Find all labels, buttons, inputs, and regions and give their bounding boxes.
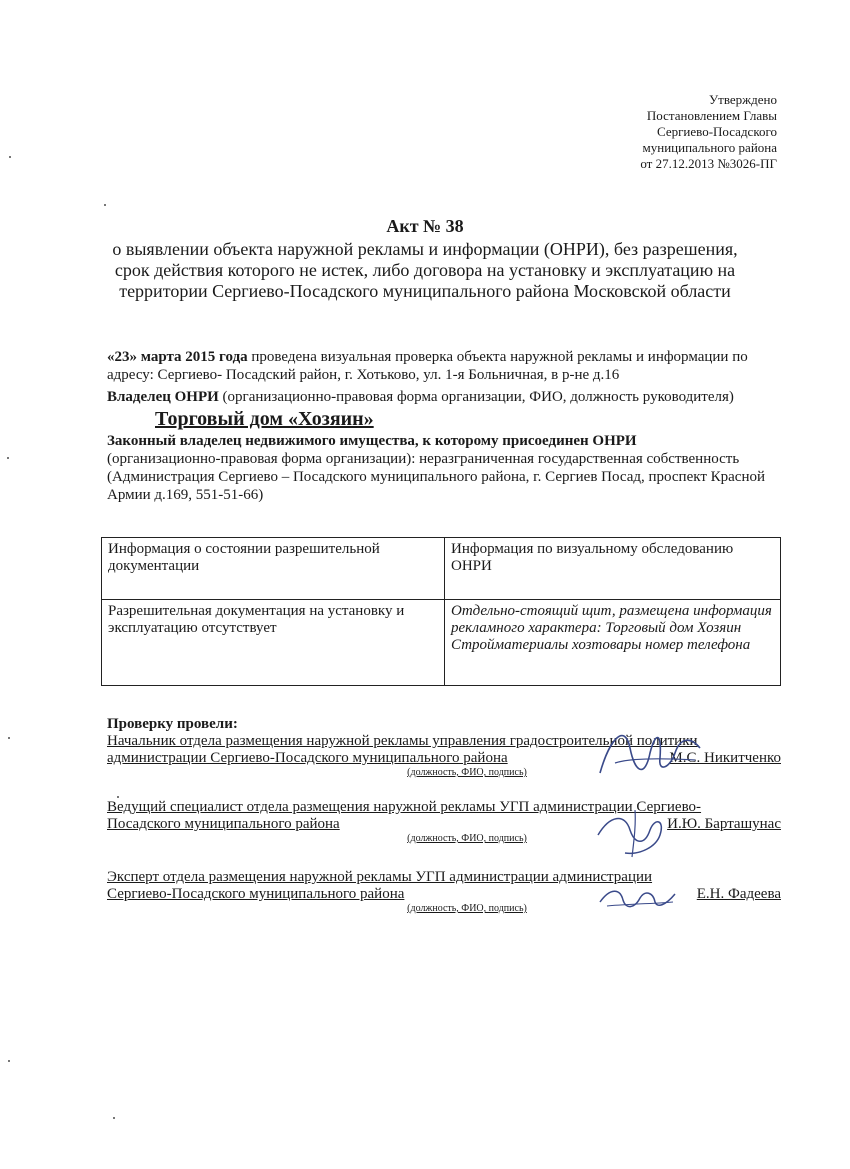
inspectors-heading: Проверку провели: bbox=[107, 716, 238, 732]
inspection-text: проведена визуальная проверка объекта наружной рекламы и информации по адресу: Сергиево- Посадский район, г. Хотьково, ул. 1-я Больничная, в р-не д.16 bbox=[107, 349, 748, 383]
inspector-name: Е.Н. Фадеева bbox=[696, 886, 781, 902]
owner-label: Владелец ОНРИ bbox=[107, 389, 219, 405]
approval-line: Сергиево-Посадского bbox=[657, 124, 777, 139]
inspector-position-line: Начальник отдела размещения наружной рекламы управления градостроительной политики bbox=[107, 733, 698, 749]
inspection-date: «23» марта 2015 года bbox=[107, 349, 248, 365]
info-table bbox=[101, 537, 781, 686]
table-header-cell: Информация о состоянии разрешительной документации bbox=[102, 538, 445, 600]
signature-caption: (должность, ФИО, подпись) bbox=[407, 903, 527, 914]
approval-line: Утверждено bbox=[708, 92, 777, 107]
inspection-paragraph bbox=[107, 348, 782, 384]
signature-caption: (должность, ФИО, подпись) bbox=[407, 833, 527, 844]
inspector-position-line: Эксперт отдела размещения наружной рекламы УГП администрации администрации bbox=[107, 869, 653, 885]
inspector-name: М.С. Никитченко bbox=[669, 750, 781, 766]
table-cell: Отдельно-стоящий щит, размещена информация рекламного характера: Торговый дом Хозяин Стройматериалы хозтовары номер телефона bbox=[445, 600, 781, 686]
inspector-position-line: Ведущий специалист отдела размещения наружной рекламы УГП администрации Сергиево- bbox=[107, 799, 702, 815]
legal-owner-paragraph bbox=[107, 432, 782, 504]
inspection-details bbox=[107, 348, 782, 504]
inspector-signature-row bbox=[107, 886, 787, 903]
inspector-position-line: Посадского муниципального района bbox=[107, 816, 340, 832]
legal-owner-label: Законный владелец недвижимого имущества, к которому присоединен ОНРИ bbox=[107, 433, 637, 449]
table-row bbox=[102, 600, 781, 686]
handwritten-signature-3 bbox=[595, 880, 680, 915]
approval-line: от 27.12.2013 №3026-ПГ bbox=[640, 156, 777, 171]
inspector-position-line: Сергиево-Посадского муниципального района bbox=[107, 886, 405, 902]
inspector-position-line: администрации Сергиево-Посадского муниципального района bbox=[107, 750, 508, 766]
owner-name: Торговый дом «Хозяин» bbox=[155, 408, 374, 430]
table-cell: Разрешительная документация на установку и эксплуатацию отсутствует bbox=[102, 600, 445, 686]
act-header bbox=[100, 216, 750, 302]
handwritten-signature-1 bbox=[590, 718, 710, 788]
inspector-name: И.Ю. Барташунас bbox=[667, 816, 781, 832]
inspector-signature-row bbox=[107, 816, 787, 833]
table-header-cell: Информация по визуальному обследованию ОНРИ bbox=[445, 538, 781, 600]
inspector-block bbox=[107, 869, 787, 915]
act-subtitle: о выявлении объекта наружной рекламы и информации (ОНРИ), без разрешения, срок действия которого не истек, либо договора на установку и эксплуатацию на территории Сергиево-Посадского муниципального района Московской области bbox=[112, 239, 738, 301]
table-header-row bbox=[102, 538, 781, 600]
legal-owner-text: (организационно-правовая форма организации): неразграниченная государственная собственность (Администрация Сергиево – Посадского муниципального района, г. Сергиев Посад, проспект Красной Армии д.169, 551-51-66) bbox=[107, 451, 766, 503]
approval-line: муниципального района bbox=[642, 140, 777, 155]
act-title: Акт № 38 bbox=[386, 216, 464, 236]
approval-stamp-text bbox=[640, 92, 777, 172]
owner-paragraph bbox=[107, 386, 782, 432]
signature-caption: (должность, ФИО, подпись) bbox=[407, 767, 527, 778]
approval-line: Постановлением Главы bbox=[646, 108, 777, 123]
handwritten-signature-2 bbox=[590, 805, 680, 860]
inspector-block bbox=[107, 799, 787, 845]
owner-description: (организационно-правовая форма организации, ФИО, должность руководителя) bbox=[218, 389, 734, 405]
